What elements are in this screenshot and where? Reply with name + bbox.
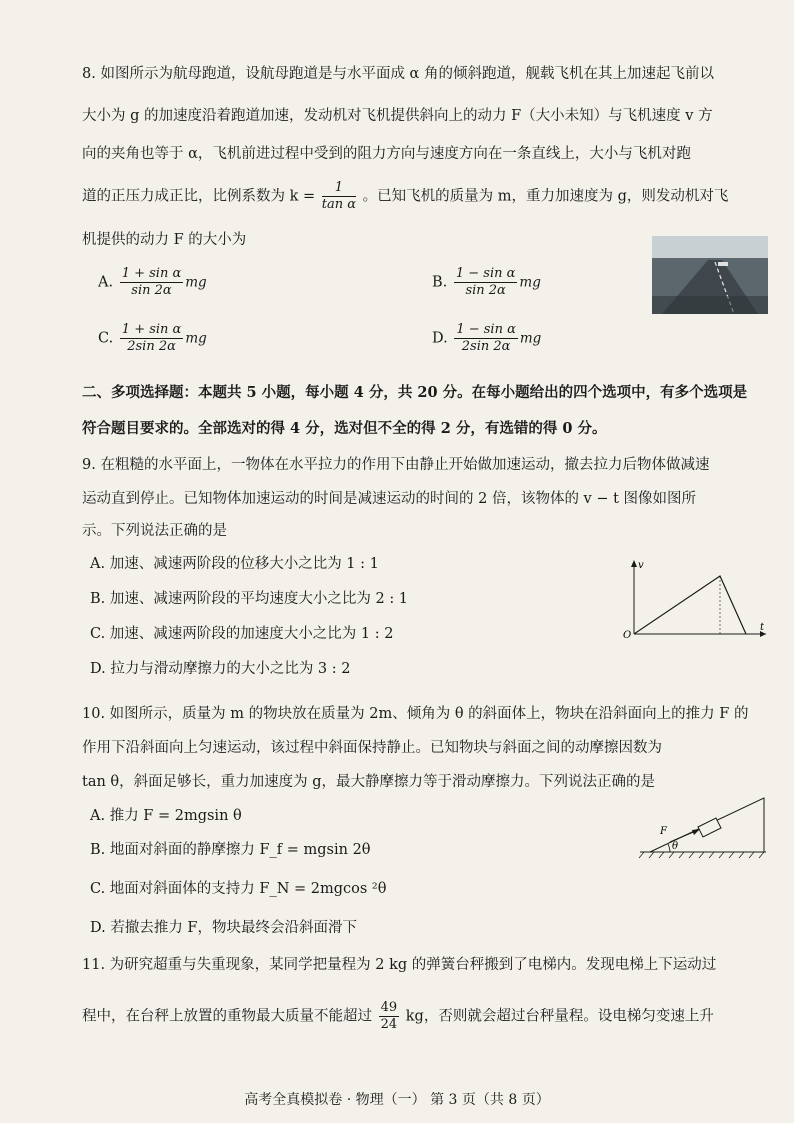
q8-option-c-den: 2sin 2α	[127, 339, 176, 354]
t-label: t	[760, 622, 765, 633]
force-arrow-head	[692, 829, 700, 835]
force-label: F	[660, 826, 667, 837]
q8-option-b-den: sin 2α	[465, 283, 506, 298]
q8-option-d-fraction	[454, 322, 518, 355]
q8-option-a-num: 1 + sin α	[121, 266, 182, 281]
vt-graph	[620, 558, 770, 644]
incline-figure	[636, 790, 768, 866]
q8-option-d-label: D.	[432, 330, 448, 347]
v-axis-arrow	[631, 560, 637, 567]
q8-line-4-before: 道的正压力成正比，比例系数为 k =	[82, 188, 316, 205]
mass-numerator: 49	[380, 1000, 398, 1015]
theta-label: θ	[672, 841, 679, 852]
q10-line-1: 10. 如图所示，质量为 m 的物块放在质量为 2m、倾角为 θ 的斜面体上，物块在沿斜面向上的推力 F 的	[82, 706, 749, 722]
q8-option-a[interactable]	[98, 266, 207, 299]
ground-hatch	[639, 852, 764, 858]
q8-line-4	[82, 180, 728, 213]
q10-option-d[interactable]: D. 若撤去推力 F，物块最终会沿斜面滑下	[90, 920, 357, 936]
q8-option-a-tail: mg	[185, 274, 207, 291]
q8-option-a-den: sin 2α	[131, 283, 172, 298]
q10-line-2: 作用下沿斜面向上匀速运动，该过程中斜面保持静止。已知物块与斜面之间的动摩擦因数为	[82, 740, 662, 756]
q8-line-2: 大小为 g 的加速度沿着跑道加速，发动机对飞机提供斜向上的动力 F（大小未知）与飞机速度 v 方	[82, 108, 713, 124]
q11-line-2	[82, 1000, 714, 1033]
q8-option-c-label: C.	[98, 330, 114, 347]
mass-denominator: 24	[380, 1017, 398, 1032]
q8-line-5: 机提供的动力 F 的大小为	[82, 232, 247, 248]
k-fraction	[322, 180, 356, 213]
q8-option-c-fraction	[120, 322, 184, 355]
q9-line-2: 运动直到停止。已知物体加速运动的时间是减速运动的时间的 2 倍，该物体的 v − t 图像如图所	[82, 491, 697, 507]
q8-line-4-after: 。已知飞机的质量为 m，重力加速度为 g，则发动机对飞	[362, 188, 729, 205]
q8-option-c[interactable]	[98, 322, 207, 355]
mass-fraction	[379, 1000, 400, 1033]
q8-option-a-label: A.	[98, 274, 114, 291]
section2-header-line-1: 二、多项选择题：本题共 5 小题，每小题 4 分，共 20 分。在每小题给出的四个选项中，有多个选项是	[82, 384, 748, 401]
section2-header-line-2: 符合题目要求的。全部选对的得 4 分，选对但不全的得 2 分，有选错的得 0 分。	[82, 420, 607, 437]
q9-line-1: 9. 在粗糙的水平面上，一物体在水平拉力的作用下由静止开始做加速运动，撤去拉力后物体做减速	[82, 457, 710, 473]
q9-option-d[interactable]: D. 拉力与滑动摩擦力的大小之比为 3 : 2	[90, 661, 351, 677]
q11-line-2-after: kg，否则就会超过台秤量程。设电梯匀变速上升	[405, 1008, 714, 1025]
q8-option-b-label: B.	[432, 274, 448, 291]
q8-option-b[interactable]	[432, 266, 541, 299]
q8-option-b-fraction	[454, 266, 518, 299]
q10-option-a[interactable]: A. 推力 F = 2mgsin θ	[90, 808, 242, 824]
q8-option-d-num: 1 − sin α	[456, 322, 516, 337]
q8-option-d[interactable]	[432, 322, 541, 355]
q10-option-b[interactable]: B. 地面对斜面的静摩擦力 F_f = mgsin 2θ	[90, 842, 371, 858]
q8-option-d-tail: mg	[519, 330, 542, 347]
k-numerator: 1	[322, 180, 356, 197]
theta-arc	[668, 844, 670, 852]
origin-label: O	[623, 630, 632, 641]
q8-option-d-den: 2sin 2α	[461, 339, 511, 354]
carrier-runway-photo	[652, 236, 768, 314]
q8-option-c-tail: mg	[185, 330, 207, 347]
q9-option-a[interactable]: A. 加速、减速两阶段的位移大小之比为 1 : 1	[90, 556, 379, 572]
q9-option-b[interactable]: B. 加速、减速两阶段的平均速度大小之比为 2 : 1	[90, 591, 409, 607]
q11-line-2-before: 程中，在台秤上放置的重物最大质量不能超过	[82, 1008, 372, 1025]
q11-line-1: 11. 为研究超重与失重现象，某同学把量程为 2 kg 的弹簧台秤搬到了电梯内。发现电梯上下运动过	[82, 957, 717, 973]
q10-line-3: tan θ，斜面足够长，重力加速度为 g，最大静摩擦力等于滑动摩擦力。下列说法正确的是	[82, 774, 656, 790]
k-denominator: tan α	[321, 197, 357, 212]
q10-option-c[interactable]: C. 地面对斜面体的支持力 F_N = 2mgcos ²θ	[90, 881, 387, 897]
q8-line-3: 向的夹角也等于 α，飞机前进过程中受到的阻力方向与速度方向在一条直线上，大小与飞机对跑	[82, 146, 691, 162]
block	[698, 818, 721, 837]
q8-option-c-num: 1 + sin α	[121, 322, 182, 337]
q8-option-a-fraction	[120, 266, 184, 299]
q9-line-3: 示。下列说法正确的是	[82, 523, 227, 539]
vt-line	[634, 576, 746, 634]
q8-line-1: 8. 如图所示为航母跑道，设航母跑道是与水平面成 α 角的倾斜跑道，舰载飞机在其上加速起飞前以	[82, 66, 714, 82]
page-footer: 高考全真模拟卷 · 物理（一） 第 3 页（共 8 页）	[244, 1092, 550, 1108]
v-label: v	[638, 560, 644, 571]
q8-option-b-tail: mg	[519, 274, 541, 291]
q8-option-b-num: 1 − sin α	[455, 266, 516, 281]
q9-option-c[interactable]: C. 加速、减速两阶段的加速度大小之比为 1 : 2	[90, 626, 394, 642]
